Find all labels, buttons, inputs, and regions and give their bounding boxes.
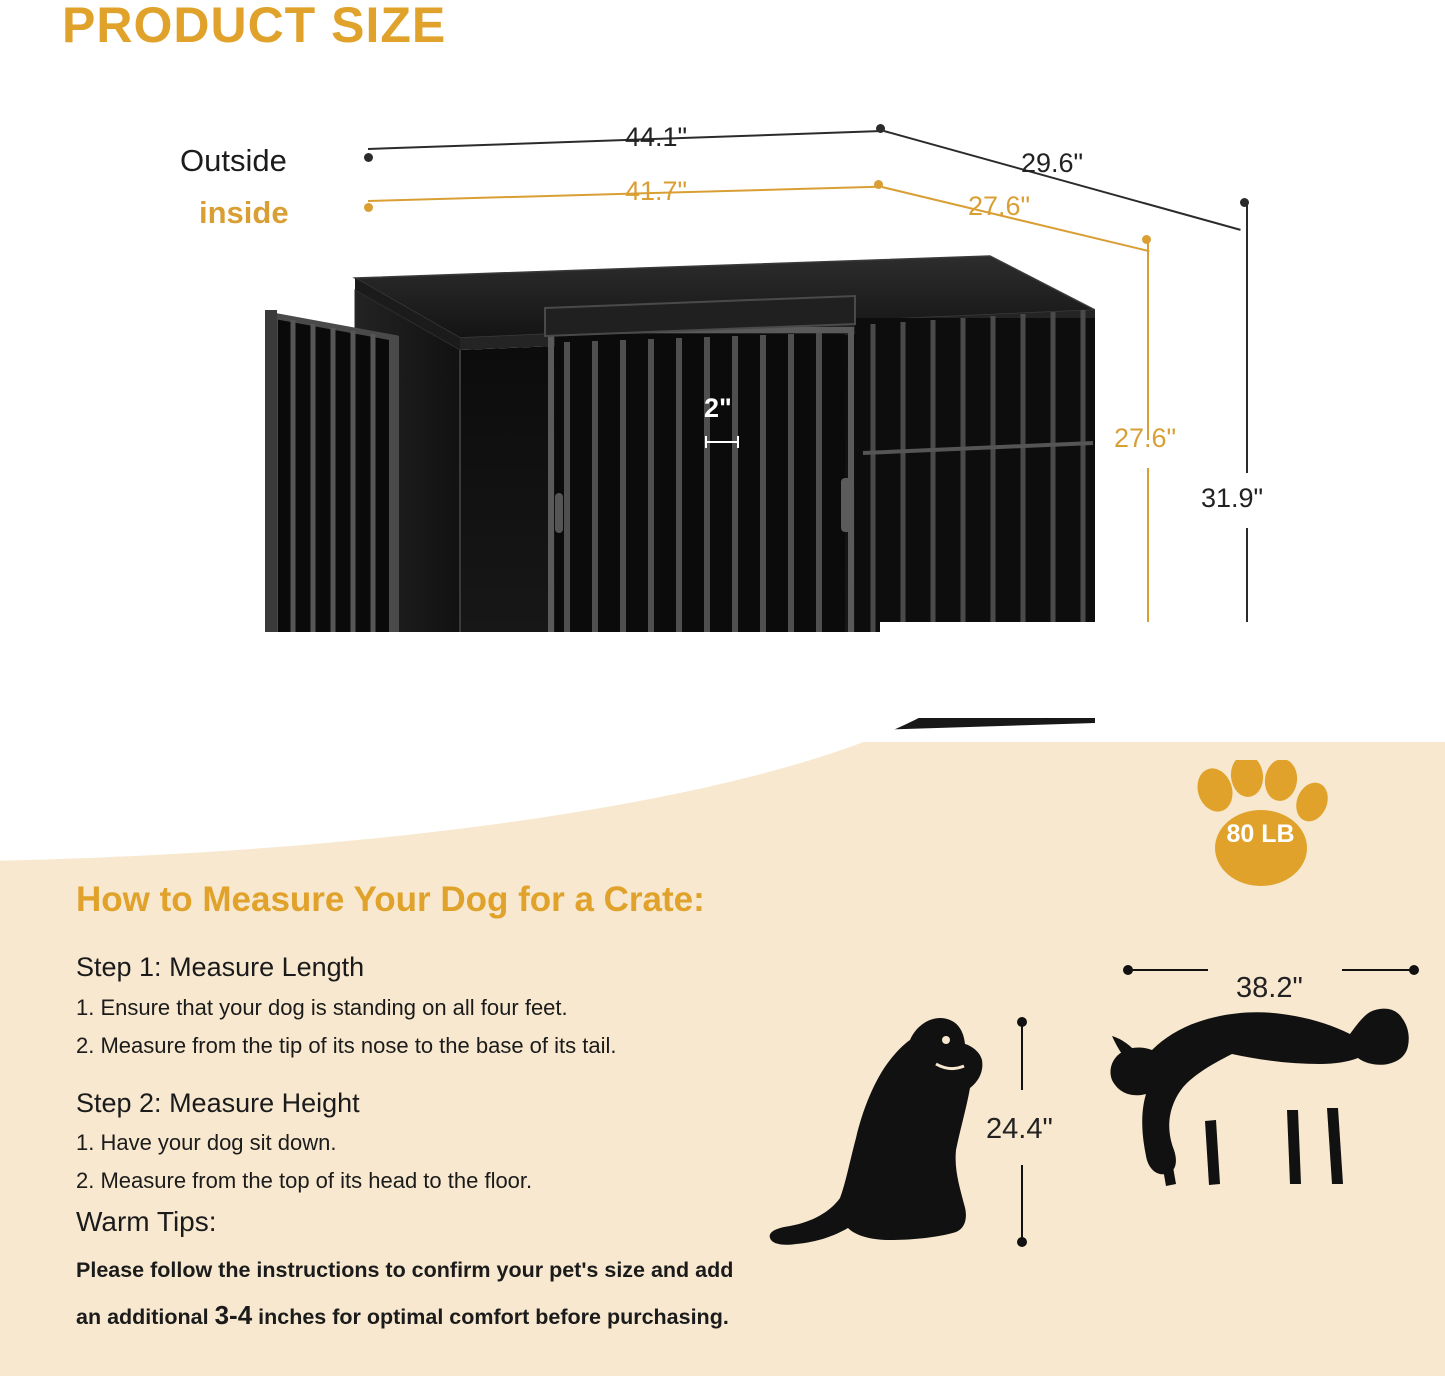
page-title: PRODUCT SIZE xyxy=(62,0,447,53)
outside-height-value: 31.9" xyxy=(1201,483,1264,513)
step-1-line-1: 1. Ensure that your dog is standing on all four feet. xyxy=(76,995,568,1020)
warm-tips-line-2-c: inches for optimal comfort before purchasing. xyxy=(252,1305,729,1329)
step-1-line-2: 2. Measure from the tip of its nose to the base of its tail. xyxy=(76,1033,617,1058)
sitting-dog-silhouette xyxy=(770,1018,983,1245)
outside-width-value: 44.1" xyxy=(625,122,688,152)
step-2-heading: Step 2: Measure Height xyxy=(76,1088,360,1118)
legend-outside-label: Outside xyxy=(180,143,287,178)
dog-length-value: 38.2" xyxy=(1236,972,1303,1004)
outside-height-line-upper xyxy=(1246,203,1248,473)
warm-tips-heading: Warm Tips: xyxy=(76,1206,217,1237)
section-curve-decoration-2 xyxy=(880,622,1445,718)
inside-width-dot-left xyxy=(364,203,373,212)
bar-spacing-value: 2" xyxy=(704,393,732,423)
outside-depth-value: 29.6" xyxy=(1021,148,1084,178)
weight-capacity-label: 80 LB xyxy=(1226,820,1295,848)
dog-height-value: 24.4" xyxy=(986,1113,1053,1145)
warm-tips-line-1: Please follow the instructions to confirm your pet's size and add xyxy=(76,1258,734,1282)
outside-width-dot-left xyxy=(364,153,373,162)
measure-guide-title: How to Measure Your Dog for a Crate: xyxy=(76,880,705,919)
standing-dog-silhouette xyxy=(1110,1009,1408,1186)
inside-width-line xyxy=(368,186,878,202)
legend-inside-label: inside xyxy=(199,195,289,230)
bar-spacing-arrow-icon xyxy=(704,434,744,450)
step-2-line-2: 2. Measure from the top of its head to the floor. xyxy=(76,1168,533,1193)
warm-tips-line-2-a: an additional xyxy=(76,1305,215,1329)
inside-height-line-upper xyxy=(1147,240,1149,440)
outside-depth-line xyxy=(884,130,1241,230)
inside-height-value: 27.6" xyxy=(1114,423,1177,453)
inside-depth-value: 27.6" xyxy=(968,191,1031,221)
warm-tips-inches-value: 3-4 xyxy=(214,1300,253,1330)
step-2-line-1: 1. Have your dog sit down. xyxy=(76,1130,337,1155)
outside-depth-dot xyxy=(1240,198,1249,207)
inside-width-value: 41.7" xyxy=(625,176,688,206)
section-curve-decoration xyxy=(0,632,1000,862)
warm-tips-line-2 xyxy=(76,1300,729,1331)
dog-measurement-diagram xyxy=(760,960,1420,1260)
step-1-heading: Step 1: Measure Length xyxy=(76,952,365,982)
